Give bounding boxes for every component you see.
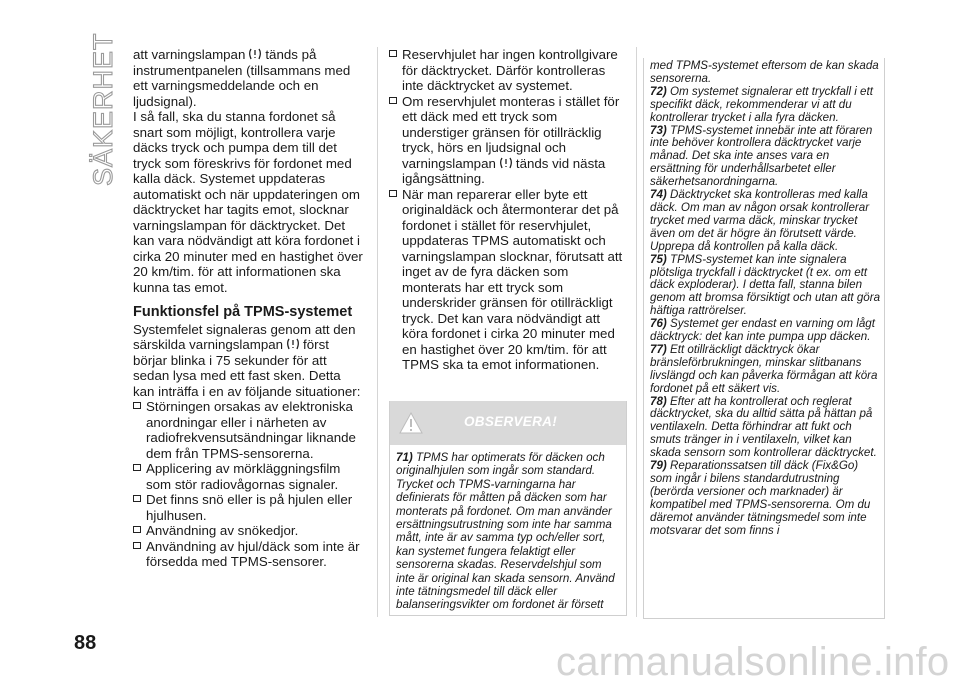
list-item: Applicering av mörkläggningsfilm som stör radiovågornas signaler.: [133, 461, 365, 492]
watermark: carmanualsonline.info: [556, 640, 950, 684]
note-item: 74) Däcktrycket ska kontrolleras med kalla däck. Om man av någon orsak kontrollerar trycket med varma däck, minskar trycket även om det är högre än förutsett värde. Upprepa då kontrollen på kalla däck.: [650, 188, 870, 253]
paragraph-2: I så fall, ska du stanna fordonet så snart som möjligt, kontrollera varje däcks tryck och pumpa dem till det tryck som föreskrivs för fordonet med kalla däck. Systemet uppdateras automatiskt och när uppdateringen om däcktrycket har tagits emot, slocknar varningslampan för däcktrycket. Det kan vara nödvändigt att köra fordonet i cirka 20 minuter med en hastighet över 20 km/tim. för att informationen ska kunna tas emot.: [133, 109, 363, 295]
warning-header: [390, 401, 626, 445]
note-item: 75) TPMS-systemet kan inte signalera plötsliga tryckfall i däcktrycket (t ex. om ett däck exploderar). I detta fall, stanna bilen genom att bromsa försiktigt och utan att göra häftiga rattrörelser.: [650, 252, 881, 318]
note-item: 76) Systemet ger endast en varning om lågt däcktryck: det kan inte pumpa upp däcken.: [650, 317, 875, 344]
note-item: 73) TPMS-systemet innebär inte att föraren inte behöver kontrollera däcktrycket varje månad. Det ska inte anses vara en ersättning för underhållsarbetet eller säkerhetsanordningarna.: [650, 123, 873, 189]
list-item: Användning av hjul/däck som inte är försedda med TPMS-sensorer.: [133, 539, 365, 570]
note-number: 71): [396, 451, 413, 464]
section-title: SÄKERHET: [88, 32, 118, 186]
tpms-warning-icon: [248, 48, 262, 61]
warning-icon: [398, 411, 424, 435]
note-text: TPMS har optimerats för däcken och originalhjulen som ingår som standard. Trycket och TPMS-varningarna har definierats för måtten på däcken som har monterats på fordonet. Om man använder ersättningsutrustning som inte har samma mått, inte är av samma typ och/eller sort, kan systemet fungera felaktigt eller sensorerna skadas. Reservdelshjul som inte är original kan skada sensorn. Använd inte tätningsmedel till däck eller balanseringsvikter om fordonet är försett: [396, 451, 615, 612]
column-2: [389, 47, 623, 373]
paragraph-1: att varningslampan tänds på instrumentpanelen (tillsammans med ett varningsmeddelande och en ljudsignal).: [133, 47, 351, 109]
column-divider: [377, 47, 378, 617]
bullet-icon: [133, 526, 141, 533]
list-item: Reservhjulet har ingen kontrollgivare för däcktrycket. Därför kontrolleras inte däcktrycket av systemet.: [389, 47, 623, 94]
tpms-warning-icon: [499, 157, 513, 170]
section-heading: Funktionsfel på TPMS-systemet: [133, 304, 353, 320]
bullet-icon: [389, 97, 397, 104]
page-number: 88: [74, 632, 97, 654]
list-item: Om reservhjulet monteras i stället för ett däck med ett tryck som understiger gränsen för otillräcklig tryck, hörs en ljudsignal och varningslampan tänds vid nästa igångsättning.: [389, 94, 623, 187]
list-item: När man reparerar eller byte ett originaldäck och återmonterar det på fordonet i stället för reservhjulet, uppdateras TPMS automatiskt och varningslampan slocknar, förutsatt att inget av de fyra däcken som monterats har ett tryck som underskrider gränsen för otillräckligt tryck. Det kan vara nödvändigt att köra fordonet i cirka 20 minuter med en hastighet över 20 km/tim. för att TPMS ska ta emot informationen.: [389, 187, 623, 373]
note-item: 79) Reparationssatsen till däck (Fix&Go) som ingår i bilens standardutrustning (berörda versioner och marknader) är kompatibel med TPMS-sensorerna. Om du däremot använder tätningsmedel som inte motsvarar det som finns i: [650, 459, 871, 537]
tpms-warning-icon: [286, 338, 300, 351]
bullet-icon: [133, 495, 141, 502]
list-item: Användning av snökedjor.: [133, 523, 365, 539]
column-divider: [636, 47, 637, 617]
bullet-icon: [389, 50, 397, 57]
note-continuation: med TPMS-systemet eftersom de kan skada sensorerna.: [650, 59, 879, 85]
column-3: [650, 60, 881, 538]
warning-body: [390, 445, 626, 612]
bullet-icon: [133, 402, 141, 409]
bullet-icon: [133, 542, 141, 549]
list-item: Störningen orsakas av elektroniska anordningar eller i närheten av radiofrekvensutsändningar liknande dem från TPMS-sensorerna.: [133, 399, 365, 461]
note-item: 72) Om systemet signalerar ett tryckfall i ett specifikt däck, rekommenderar vi att du kontrollerar trycket i alla fyra däcken.: [650, 84, 873, 124]
warning-box: [389, 401, 627, 616]
bullet-icon: [133, 464, 141, 471]
list-item: Det finns snö eller is på hjulen eller hjulhusen.: [133, 492, 365, 523]
note-item: 78) Efter att ha kontrollerat och reglerat däcktrycket, ska du alltid sätta på hättan på ventilaxeln. Detta förhindrar att fukt och smuts tränger in i ventilaxeln, vilket kan skada sensorn som kontrollerar däcktrycket.: [650, 394, 877, 460]
warning-title: OBSERVERA!: [464, 414, 558, 429]
note-item: 77) Ett otillräckligt däcktryck ökar bränsleförbrukningen, minskar slitbanans livslängd och kan påverka förmågan att köra fordonet på ett säkert vis.: [650, 342, 878, 395]
column-1: [133, 47, 365, 570]
bullet-icon: [389, 190, 397, 197]
paragraph-3: Systemfelet signaleras genom att den särskilda varningslampan först börjar blinka i 75 sekunder för att sedan lysa med ett fast sken. Detta kan inträffa i en av följande situationer:: [133, 321, 361, 399]
